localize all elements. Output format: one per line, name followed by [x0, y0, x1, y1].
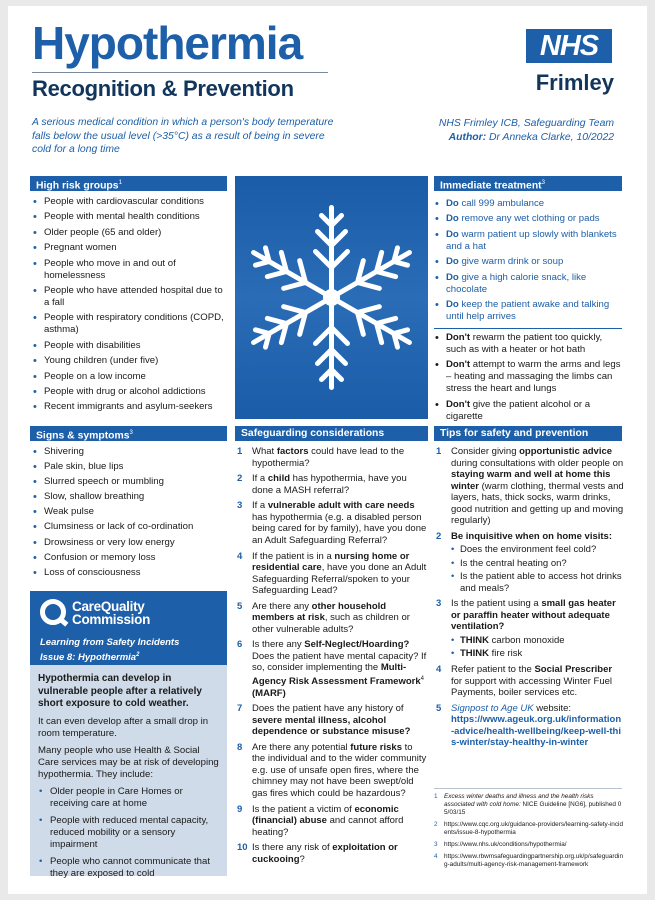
cqc-sub-ref: 2 [136, 652, 140, 658]
do-item-text: call 999 ambulance [461, 198, 545, 209]
safeguarding-bold: severe mental illness, alcohol dependence or substance misuse? [252, 714, 411, 738]
tip-item-2 [436, 531, 624, 595]
safeguarding-bold: factors [276, 446, 309, 457]
safeguarding-text-c: to the individual and to the wider community e.g. use of unsafe open fires, where the chimney may not have been swept/old gas fires which could be hazardous? [252, 741, 427, 799]
safeguarding-text-a: If a [252, 473, 268, 485]
do-item-key: Do [446, 213, 459, 225]
safeguarding-bold: exploitation or cuckooing [252, 842, 398, 865]
do-item [434, 256, 622, 268]
high-risk-item: • Pregnant women [32, 242, 227, 254]
do-item-key: Do [446, 298, 459, 310]
cqc-banner [30, 591, 227, 665]
dont-item-key: Don't [446, 398, 471, 410]
footnote-text[interactable]: https://www.nhs.uk/conditions/hypothermia/ [444, 841, 567, 848]
author-line [388, 131, 614, 145]
safeguarding-number: 1 [237, 446, 243, 457]
think-label: THINK [460, 648, 490, 660]
snowflake-icon [235, 176, 428, 419]
safeguarding-item [237, 804, 428, 839]
safeguarding-text-a: Is the patient a victim of [252, 803, 355, 815]
title-divider [32, 72, 328, 73]
high-risk-heading-text: High risk groups [36, 180, 119, 192]
symptom-item: • Pale skin, blue lips [32, 461, 227, 473]
high-risk-item: • People with drug or alcohol addictions [32, 386, 227, 398]
high-risk-heading [30, 176, 227, 191]
signs-ref: 3 [129, 430, 133, 436]
high-risk-item: • People who have attended hospital due to a fall [32, 285, 227, 309]
tip-3-subitem [451, 635, 624, 647]
cqc-name-line1: CareQuality [72, 599, 145, 614]
tip-1-bold-b: opportunistic advice [519, 446, 613, 457]
tip-number-3: 3 [436, 598, 442, 610]
tip-4-text-c: for support with accessing Winter Fuel Payments, boiler services etc. [451, 675, 613, 699]
high-risk-item: • People who move in and out of homelessness [32, 258, 227, 282]
page-subtitle: Recognition & Prevention [32, 76, 294, 101]
tip-item-3 [436, 598, 624, 660]
tip-number-2: 2 [436, 530, 442, 542]
tip-item-4 [436, 664, 624, 699]
symptom-item: • Clumsiness or lack of co-ordination [32, 521, 227, 533]
safeguarding-text-c: has hypothermia, have you done a MASH referral? [252, 473, 407, 496]
cqc-list-item: • People with reduced mental capacity, reduced mobility or a sensory impairment [38, 815, 221, 851]
footnote-text[interactable]: https://www.rbwmsafeguardingpartnership.org.uk/p/safeguarding-adults/multi-agency-risk-management-framework [444, 853, 624, 868]
safeguarding-number: 8 [237, 741, 243, 753]
safeguarding-heading: Safeguarding considerations [235, 426, 428, 441]
do-item [434, 272, 622, 296]
dont-list [434, 332, 622, 426]
footnote-item [434, 841, 624, 849]
safeguarding-bold: vulnerable adult with care needs [267, 500, 415, 512]
footnote-number: 2 [434, 821, 438, 828]
safeguarding-item [237, 551, 428, 597]
tip-2-subitem: • Is the patient able to access hot drinks and meals? [451, 571, 624, 594]
tip-5-text-b: website: [533, 702, 572, 714]
tip-1-bold-d: staying warm and well at home this winter [451, 469, 611, 492]
dont-item-key: Don't [446, 332, 471, 343]
safeguarding-text-a: What [252, 446, 277, 457]
tip-item-5 [436, 703, 624, 749]
safeguarding-text-a: Are there any [252, 600, 312, 612]
tip-2-subitem: • Does the environment feel cold? [451, 544, 624, 556]
safeguarding-bold: Self-Neglect/Hoarding? [304, 639, 410, 651]
safeguarding-text-a: Are there any potential [252, 741, 351, 753]
tip-item-1 [436, 446, 624, 527]
tip-4-text-a: Refer patient to the [451, 664, 535, 676]
footnote-item [434, 793, 624, 817]
tip-2-text: Be inquisitive when on home visits: [451, 530, 612, 542]
marf-abbr: (MARF) [252, 687, 286, 699]
signs-heading [30, 426, 227, 441]
safeguarding-number: 2 [237, 473, 243, 485]
footnote-number: 1 [434, 793, 438, 800]
intro-text: A serious medical condition in which a person's body temperature falls below the usual level (>35°C) as a result of being in severe cold for a long time [32, 117, 334, 156]
safeguarding-bold: future risks [350, 741, 402, 753]
tip-3-bold-b: small gas heater or paraffin heater without adequate ventilation? [451, 598, 616, 633]
high-risk-list [32, 196, 227, 417]
author-name: Dr Anneka Clarke, 10/2022 [489, 131, 614, 143]
signs-heading-text: Signs & symptoms [36, 430, 130, 442]
high-risk-item: • Young children (under five) [32, 355, 227, 367]
safeguarding-bold: economic (financial) abuse [252, 803, 399, 827]
dont-item-text: rewarm the patient too quickly, such as with a heater or hot bath [446, 332, 603, 355]
high-risk-ref: 1 [118, 180, 122, 186]
safeguarding-item [237, 601, 428, 636]
author-label: Author: [448, 131, 487, 143]
cqc-name-line2: Commission [72, 612, 151, 627]
tips-heading: Tips for safety and prevention [434, 426, 622, 441]
safeguarding-item [237, 446, 428, 469]
footnote-number: 3 [434, 841, 438, 848]
safeguarding-number: 10 [237, 842, 248, 854]
safeguarding-text-a: If the patient is in a [252, 550, 335, 562]
cqc-sub-line1: Learning from Safety Incidents [40, 637, 180, 648]
credit-block [388, 117, 614, 144]
high-risk-item: • Older people (65 and older) [32, 227, 227, 239]
safeguarding-bold: nursing home or residential care [252, 550, 410, 574]
cqc-paragraph-2: Many people who use Health & Social Care services may be at risk of developing hypothermia. They include: [38, 744, 219, 780]
tip-1-text-e: (warm clothing, thermal vests and layers, hats, thick socks, warm drinks, good nutrition and getting up and moving regularly) [451, 480, 624, 526]
safeguarding-text-a: If a [252, 500, 268, 512]
do-item-key: Do [446, 271, 459, 283]
safeguarding-text-a: Does the patient have any history of [252, 703, 404, 715]
dont-item [434, 399, 622, 423]
footnote-text[interactable]: https://www.cqc.org.uk/guidance-providers/learning-safety-incidents/issue-8-hypothermia [444, 821, 624, 836]
high-risk-item: • People with respiratory conditions (COPD, asthma) [32, 312, 227, 336]
safeguarding-text-a: Is there any [252, 639, 305, 651]
safeguarding-item [237, 842, 428, 865]
tip-1-text-c: during consultations with older people on [451, 457, 624, 469]
tip-number-1: 1 [436, 446, 442, 457]
do-list [434, 198, 622, 326]
do-item-text: give warm drink or soup [461, 256, 564, 268]
think-text: carbon monoxide [489, 634, 565, 646]
cqc-paragraph-1: It can even develop after a small drop in room temperature. [38, 715, 209, 739]
safeguarding-text-c: , such as children or other vulnerable adults? [252, 612, 410, 635]
high-risk-item: • Recent immigrants and asylum-seekers [32, 401, 227, 413]
safeguarding-number: 9 [237, 803, 243, 815]
safeguarding-number: 3 [237, 500, 243, 512]
do-item-text: keep the patient awake and talking until help arrives [446, 298, 610, 322]
tips-list [436, 446, 624, 753]
cqc-sub-line2-wrap [40, 649, 179, 664]
do-item-text: warm patient up slowly with blankets and a hat [446, 228, 617, 252]
symptom-item: • Loss of consciousness [32, 567, 227, 579]
safeguarding-text-c: , have you done an Adult Safeguarding Referral/spoken to your Safeguarding Lead? [252, 562, 427, 597]
cqc-subtitle [40, 637, 179, 664]
cqc-list [38, 786, 221, 880]
safeguarding-text-c: and cannot afford heating? [252, 815, 404, 838]
footnote-divider [434, 788, 622, 789]
high-risk-item: • People with mental health conditions [32, 211, 227, 223]
tip-number-5: 5 [436, 702, 442, 714]
symptom-item: • Shivering [32, 446, 227, 458]
org-name: Frimley [535, 70, 614, 95]
cqc-list-item: • Older people in Care Homes or receiving care at home [38, 786, 221, 810]
symptom-item: • Confusion or memory loss [32, 552, 227, 564]
think-label: THINK [460, 634, 490, 646]
dont-item-text: attempt to warm the arms and legs – heating and massaging the limbs can stress the heart and lungs [446, 359, 621, 395]
do-item [434, 198, 622, 210]
footnote-title: Excess winter deaths and illness and the health risks associated with cold home: [444, 793, 594, 808]
safeguarding-number: 6 [237, 639, 243, 651]
symptom-item: • Slurred speech or mumbling [32, 476, 227, 488]
footnote-item [434, 821, 624, 837]
do-item-key: Do [446, 256, 459, 268]
footnote-number: 4 [434, 853, 438, 860]
tip-3-subitem [451, 648, 624, 660]
cqc-lead: Hypothermia can develop in vulnerable people after a relatively short exposure to cold weather. [38, 673, 202, 709]
do-item [434, 229, 622, 253]
treatment-divider [434, 328, 622, 329]
immediate-heading-text: Immediate treatment [440, 180, 542, 192]
safeguarding-list [237, 446, 428, 870]
safeguarding-text-c: could have lead to the hypothermia? [252, 446, 405, 469]
do-item [434, 213, 622, 225]
high-risk-item: • People on a low income [32, 371, 227, 383]
dont-item-key: Don't [446, 359, 471, 371]
tip-2-sublist [451, 544, 624, 594]
nhs-logo: NHS [526, 29, 612, 63]
safeguarding-number: 5 [237, 600, 243, 612]
tip-3-sublist [451, 635, 624, 660]
do-item [434, 299, 622, 323]
tip-4-bold-b: Social Prescriber [534, 664, 613, 676]
safeguarding-item [237, 473, 428, 496]
dont-item [434, 332, 622, 356]
do-item-key: Do [446, 198, 459, 209]
safeguarding-bold: child [267, 473, 291, 485]
cqc-body [30, 665, 227, 879]
safeguarding-item [237, 639, 428, 699]
dont-item-text: give the patient alcohol or a cigarette [446, 398, 591, 422]
footnote-item [434, 853, 624, 869]
footnotes-list [434, 793, 624, 873]
safeguarding-text-c: ? [299, 853, 305, 865]
dont-item [434, 359, 622, 395]
immediate-ref: 3 [541, 180, 545, 186]
do-item-text: give a high calorie snack, like chocolate [446, 271, 587, 295]
safeguarding-number: 4 [237, 550, 243, 562]
team-name: NHS Frimley ICB, Safeguarding Team [438, 118, 614, 129]
safeguarding-bold: other household members at risk [252, 600, 387, 624]
snowflake-panel [235, 176, 428, 419]
age-uk-link[interactable]: https://www.ageuk.org.uk/information-advice/health-wellbeing/keep-well-this-winter/stay-healthy-in-winter [451, 714, 622, 749]
tip-number-4: 4 [436, 664, 442, 676]
immediate-heading [434, 176, 622, 191]
cqc-sub-line2: Issue 8: Hypothermia [40, 652, 137, 664]
safeguarding-item [237, 500, 428, 546]
marf-ref: 4 [420, 675, 424, 682]
safeguarding-text-c: has hypothermia (e.g. a disabled person being cared for by family), have you done an Adult Safeguarding Referral? [252, 511, 427, 546]
think-text: fire risk [489, 648, 523, 660]
high-risk-item: • People with disabilities [32, 340, 227, 352]
symptom-item: • Weak pulse [32, 506, 227, 518]
safeguarding-number: 7 [237, 703, 243, 715]
cqc-list-item: • People who cannot communicate that they are exposed to cold [38, 856, 221, 880]
tip-3-text-a: Is the patient using a [451, 598, 542, 610]
page-title: Hypothermia [32, 17, 303, 69]
do-item-text: remove any wet clothing or pads [461, 213, 600, 225]
footnote-text: NICE Guideline [NG6], published 05/03/15 [444, 801, 622, 816]
safeguarding-text-c: Does the patient have mental capacity? If so, consider implementing the [252, 650, 427, 674]
symptom-item: • Drowsiness or very low energy [32, 537, 227, 549]
safeguarding-text-a: Is there any risk of [252, 842, 333, 854]
signs-list [32, 446, 227, 582]
tip-5-text-a: Signpost to Age UK [451, 702, 534, 714]
do-item-key: Do [446, 228, 459, 240]
safeguarding-item [237, 703, 428, 738]
marf-name: Multi-Agency Risk Assessment Framework [252, 662, 421, 688]
safeguarding-item [237, 742, 428, 800]
symptom-item: • Slow, shallow breathing [32, 491, 227, 503]
high-risk-item: • People with cardiovascular conditions [32, 196, 227, 208]
cqc-logo-tail [58, 616, 69, 626]
poster [8, 6, 647, 894]
tip-1-text-a: Consider giving [451, 446, 520, 457]
cqc-name [72, 600, 150, 626]
tip-2-subitem: • Is the central heating on? [451, 558, 624, 570]
